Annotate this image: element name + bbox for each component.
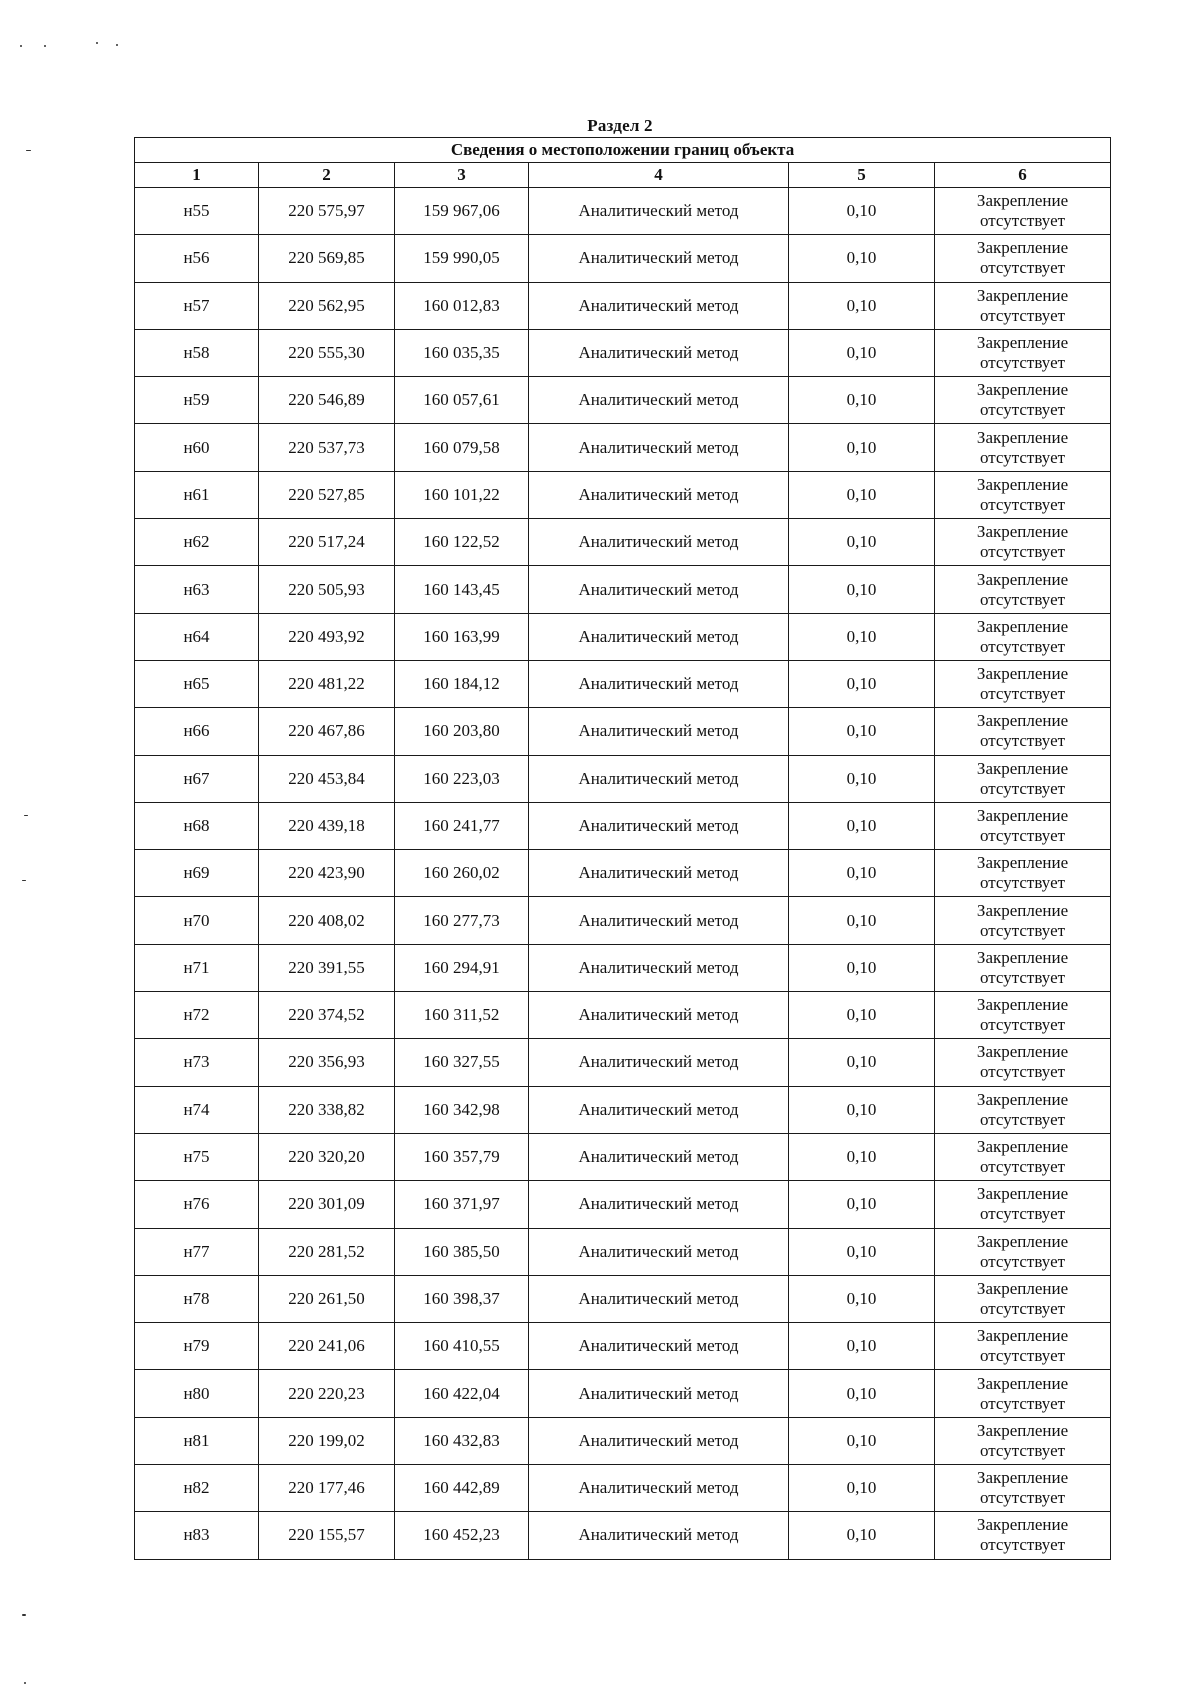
fixing-description-cell: Закрепление отсутствует [935,1228,1111,1275]
x-coordinate-cell: 220 338,82 [259,1086,395,1133]
x-coordinate-cell: 220 546,89 [259,377,395,424]
y-coordinate-cell: 160 163,99 [395,613,529,660]
accuracy-cell: 0,10 [789,660,935,707]
y-coordinate-cell: 160 294,91 [395,944,529,991]
y-coordinate-cell: 160 311,52 [395,992,529,1039]
fixing-description-cell: Закрепление отсутствует [935,708,1111,755]
accuracy-cell: 0,10 [789,755,935,802]
point-id-cell: н82 [135,1465,259,1512]
accuracy-cell: 0,10 [789,1417,935,1464]
fixing-description-cell: Закрепление отсутствует [935,329,1111,376]
y-coordinate-cell: 160 012,83 [395,282,529,329]
y-coordinate-cell: 160 371,97 [395,1181,529,1228]
table-row [135,188,1111,235]
scan-speck [20,45,22,47]
method-cell: Аналитический метод [529,188,789,235]
table-row [135,1228,1111,1275]
fixing-description-cell: Закрепление отсутствует [935,566,1111,613]
scan-speck [44,45,46,47]
x-coordinate-cell: 220 527,85 [259,471,395,518]
point-id-cell: н55 [135,188,259,235]
scan-speck [22,880,26,881]
method-cell: Аналитический метод [529,424,789,471]
point-id-cell: н64 [135,613,259,660]
fixing-description-cell: Закрепление отсутствует [935,1275,1111,1322]
fixing-description-cell: Закрепление отсутствует [935,613,1111,660]
y-coordinate-cell: 160 241,77 [395,802,529,849]
y-coordinate-cell: 159 967,06 [395,188,529,235]
fixing-description-cell: Закрепление отсутствует [935,850,1111,897]
x-coordinate-cell: 220 320,20 [259,1133,395,1180]
accuracy-cell: 0,10 [789,1086,935,1133]
point-id-cell: н63 [135,566,259,613]
boundary-coordinates-table [134,137,1111,1560]
table-row [135,1086,1111,1133]
accuracy-cell: 0,10 [789,992,935,1039]
fixing-description-cell: Закрепление отсутствует [935,1133,1111,1180]
accuracy-cell: 0,10 [789,519,935,566]
point-id-cell: н80 [135,1370,259,1417]
table-row [135,1465,1111,1512]
accuracy-cell: 0,10 [789,897,935,944]
accuracy-cell: 0,10 [789,188,935,235]
accuracy-cell: 0,10 [789,1228,935,1275]
table-row [135,944,1111,991]
fixing-description-cell: Закрепление отсутствует [935,1039,1111,1086]
fixing-description-cell: Закрепление отсутствует [935,944,1111,991]
point-id-cell: н77 [135,1228,259,1275]
method-cell: Аналитический метод [529,660,789,707]
scan-speck [24,815,28,816]
fixing-description-cell: Закрепление отсутствует [935,1370,1111,1417]
accuracy-cell: 0,10 [789,1370,935,1417]
y-coordinate-cell: 160 035,35 [395,329,529,376]
y-coordinate-cell: 160 342,98 [395,1086,529,1133]
fixing-description-cell: Закрепление отсутствует [935,424,1111,471]
x-coordinate-cell: 220 281,52 [259,1228,395,1275]
fixing-description-cell: Закрепление отсутствует [935,1512,1111,1559]
column-header: 5 [789,163,935,188]
accuracy-cell: 0,10 [789,613,935,660]
x-coordinate-cell: 220 220,23 [259,1370,395,1417]
method-cell: Аналитический метод [529,708,789,755]
y-coordinate-cell: 160 079,58 [395,424,529,471]
method-cell: Аналитический метод [529,897,789,944]
method-cell: Аналитический метод [529,1512,789,1559]
y-coordinate-cell: 160 143,45 [395,566,529,613]
point-id-cell: н68 [135,802,259,849]
accuracy-cell: 0,10 [789,1465,935,1512]
accuracy-cell: 0,10 [789,1181,935,1228]
table-row [135,1323,1111,1370]
table-row [135,660,1111,707]
method-cell: Аналитический метод [529,802,789,849]
table-row [135,282,1111,329]
accuracy-cell: 0,10 [789,377,935,424]
table-row [135,377,1111,424]
accuracy-cell: 0,10 [789,566,935,613]
x-coordinate-cell: 220 481,22 [259,660,395,707]
table-row [135,471,1111,518]
fixing-description-cell: Закрепление отсутствует [935,1323,1111,1370]
method-cell: Аналитический метод [529,1275,789,1322]
section-title: Раздел 2 [587,116,653,135]
point-id-cell: н65 [135,660,259,707]
accuracy-cell: 0,10 [789,235,935,282]
point-id-cell: н60 [135,424,259,471]
fixing-description-cell: Закрепление отсутствует [935,377,1111,424]
table-row [135,755,1111,802]
fixing-description-cell: Закрепление отсутствует [935,1086,1111,1133]
method-cell: Аналитический метод [529,850,789,897]
x-coordinate-cell: 220 391,55 [259,944,395,991]
point-id-cell: н76 [135,1181,259,1228]
fixing-description-cell: Закрепление отсутствует [935,897,1111,944]
method-cell: Аналитический метод [529,235,789,282]
table-row [135,1417,1111,1464]
method-cell: Аналитический метод [529,1039,789,1086]
y-coordinate-cell: 160 398,37 [395,1275,529,1322]
y-coordinate-cell: 160 442,89 [395,1465,529,1512]
scan-speck [116,44,118,46]
method-cell: Аналитический метод [529,1323,789,1370]
point-id-cell: н78 [135,1275,259,1322]
table-row [135,1370,1111,1417]
point-id-cell: н62 [135,519,259,566]
y-coordinate-cell: 160 422,04 [395,1370,529,1417]
table-row [135,424,1111,471]
x-coordinate-cell: 220 569,85 [259,235,395,282]
point-id-cell: н57 [135,282,259,329]
point-id-cell: н56 [135,235,259,282]
accuracy-cell: 0,10 [789,471,935,518]
accuracy-cell: 0,10 [789,1275,935,1322]
y-coordinate-cell: 160 101,22 [395,471,529,518]
method-cell: Аналитический метод [529,755,789,802]
table-row [135,1133,1111,1180]
fixing-description-cell: Закрепление отсутствует [935,471,1111,518]
x-coordinate-cell: 220 408,02 [259,897,395,944]
y-coordinate-cell: 160 385,50 [395,1228,529,1275]
x-coordinate-cell: 220 301,09 [259,1181,395,1228]
y-coordinate-cell: 160 184,12 [395,660,529,707]
table-row [135,613,1111,660]
column-header: 2 [259,163,395,188]
scan-speck [22,1614,26,1616]
table-row [135,1181,1111,1228]
accuracy-cell: 0,10 [789,1323,935,1370]
table-header-row [135,163,1111,188]
accuracy-cell: 0,10 [789,282,935,329]
point-id-cell: н61 [135,471,259,518]
fixing-description-cell: Закрепление отсутствует [935,755,1111,802]
fixing-description-cell: Закрепление отсутствует [935,660,1111,707]
x-coordinate-cell: 220 453,84 [259,755,395,802]
x-coordinate-cell: 220 241,06 [259,1323,395,1370]
x-coordinate-cell: 220 439,18 [259,802,395,849]
point-id-cell: н72 [135,992,259,1039]
point-id-cell: н67 [135,755,259,802]
point-id-cell: н79 [135,1323,259,1370]
method-cell: Аналитический метод [529,519,789,566]
y-coordinate-cell: 160 357,79 [395,1133,529,1180]
point-id-cell: н74 [135,1086,259,1133]
method-cell: Аналитический метод [529,1181,789,1228]
table-body [135,188,1111,1560]
method-cell: Аналитический метод [529,613,789,660]
column-header: 4 [529,163,789,188]
x-coordinate-cell: 220 261,50 [259,1275,395,1322]
fixing-description-cell: Закрепление отсутствует [935,282,1111,329]
x-coordinate-cell: 220 467,86 [259,708,395,755]
table-row [135,1039,1111,1086]
method-cell: Аналитический метод [529,282,789,329]
method-cell: Аналитический метод [529,1133,789,1180]
point-id-cell: н81 [135,1417,259,1464]
accuracy-cell: 0,10 [789,424,935,471]
x-coordinate-cell: 220 374,52 [259,992,395,1039]
point-id-cell: н59 [135,377,259,424]
fixing-description-cell: Закрепление отсутствует [935,1465,1111,1512]
fixing-description-cell: Закрепление отсутствует [935,1181,1111,1228]
point-id-cell: н66 [135,708,259,755]
y-coordinate-cell: 160 057,61 [395,377,529,424]
column-header: 1 [135,163,259,188]
method-cell: Аналитический метод [529,1417,789,1464]
method-cell: Аналитический метод [529,992,789,1039]
method-cell: Аналитический метод [529,566,789,613]
y-coordinate-cell: 160 432,83 [395,1417,529,1464]
method-cell: Аналитический метод [529,471,789,518]
x-coordinate-cell: 220 177,46 [259,1465,395,1512]
point-id-cell: н69 [135,850,259,897]
x-coordinate-cell: 220 155,57 [259,1512,395,1559]
method-cell: Аналитический метод [529,1370,789,1417]
method-cell: Аналитический метод [529,1228,789,1275]
table-row [135,329,1111,376]
accuracy-cell: 0,10 [789,850,935,897]
point-id-cell: н70 [135,897,259,944]
y-coordinate-cell: 160 260,02 [395,850,529,897]
point-id-cell: н75 [135,1133,259,1180]
x-coordinate-cell: 220 562,95 [259,282,395,329]
table-row [135,850,1111,897]
table-row [135,566,1111,613]
fixing-description-cell: Закрепление отсутствует [935,1417,1111,1464]
y-coordinate-cell: 160 223,03 [395,755,529,802]
table-row [135,519,1111,566]
x-coordinate-cell: 220 493,92 [259,613,395,660]
fixing-description-cell: Закрепление отсутствует [935,802,1111,849]
y-coordinate-cell: 159 990,05 [395,235,529,282]
table-row [135,235,1111,282]
x-coordinate-cell: 220 517,24 [259,519,395,566]
table-row [135,1275,1111,1322]
x-coordinate-cell: 220 423,90 [259,850,395,897]
table-row [135,897,1111,944]
accuracy-cell: 0,10 [789,802,935,849]
accuracy-cell: 0,10 [789,329,935,376]
table-row [135,802,1111,849]
x-coordinate-cell: 220 537,73 [259,424,395,471]
scan-speck [26,150,31,151]
table-caption-row [135,138,1111,163]
scan-speck [96,42,98,44]
method-cell: Аналитический метод [529,944,789,991]
y-coordinate-cell: 160 203,80 [395,708,529,755]
y-coordinate-cell: 160 122,52 [395,519,529,566]
x-coordinate-cell: 220 505,93 [259,566,395,613]
method-cell: Аналитический метод [529,329,789,376]
column-header: 6 [935,163,1111,188]
accuracy-cell: 0,10 [789,1133,935,1180]
scan-speck [24,1682,26,1684]
fixing-description-cell: Закрепление отсутствует [935,235,1111,282]
y-coordinate-cell: 160 277,73 [395,897,529,944]
y-coordinate-cell: 160 327,55 [395,1039,529,1086]
x-coordinate-cell: 220 575,97 [259,188,395,235]
method-cell: Аналитический метод [529,1465,789,1512]
table-caption: Сведения о местоположении границ объекта [135,138,1111,163]
method-cell: Аналитический метод [529,377,789,424]
x-coordinate-cell: 220 555,30 [259,329,395,376]
y-coordinate-cell: 160 410,55 [395,1323,529,1370]
accuracy-cell: 0,10 [789,708,935,755]
table-row [135,992,1111,1039]
x-coordinate-cell: 220 199,02 [259,1417,395,1464]
fixing-description-cell: Закрепление отсутствует [935,992,1111,1039]
point-id-cell: н58 [135,329,259,376]
table-row [135,708,1111,755]
point-id-cell: н73 [135,1039,259,1086]
y-coordinate-cell: 160 452,23 [395,1512,529,1559]
table-row [135,1512,1111,1559]
method-cell: Аналитический метод [529,1086,789,1133]
fixing-description-cell: Закрепление отсутствует [935,519,1111,566]
point-id-cell: н83 [135,1512,259,1559]
column-header: 3 [395,163,529,188]
accuracy-cell: 0,10 [789,1512,935,1559]
x-coordinate-cell: 220 356,93 [259,1039,395,1086]
point-id-cell: н71 [135,944,259,991]
accuracy-cell: 0,10 [789,1039,935,1086]
accuracy-cell: 0,10 [789,944,935,991]
fixing-description-cell: Закрепление отсутствует [935,188,1111,235]
